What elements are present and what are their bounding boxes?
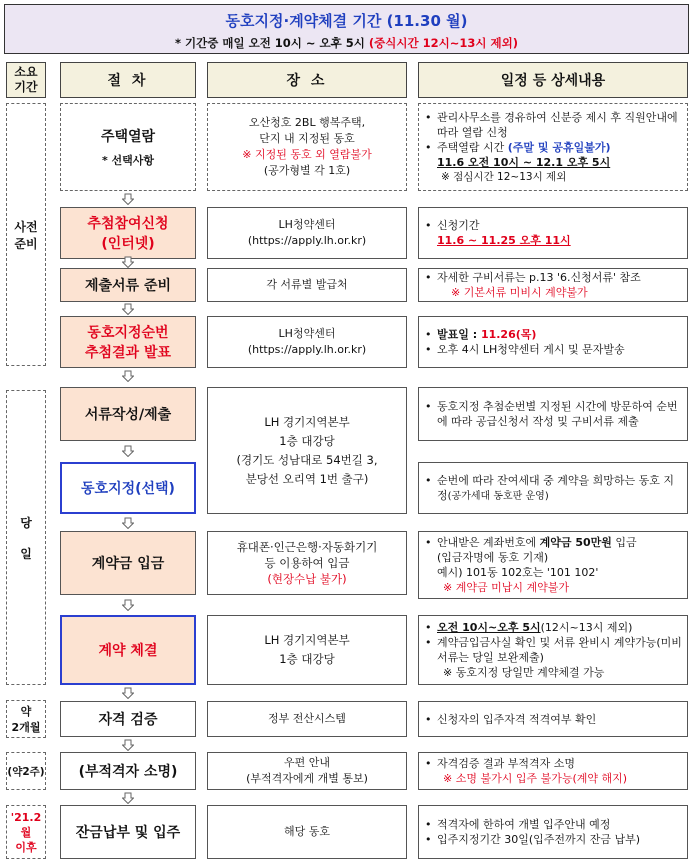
- page-title: 동호지정·계약체결 기간 (11.30 월): [225, 12, 468, 30]
- down-arrow-icon: [122, 517, 134, 529]
- period-pre: 사전 준비: [6, 103, 46, 366]
- place-lottery-result: LH청약센터 (https://apply.lh.or.kr): [207, 316, 407, 368]
- step-ineligible-appeal: (부적격자 소명): [60, 752, 196, 790]
- detail-eligibility-check: • 신청자의 입주자격 적격여부 확인: [418, 701, 688, 737]
- step-lottery-application: 추첨참여신청 (인터넷): [60, 207, 196, 259]
- period-day: 당 일: [6, 390, 46, 685]
- period-two-weeks: (약2주): [6, 752, 46, 790]
- place-balance-movein: 해당 동호: [207, 805, 407, 859]
- place-eligibility-check: 정부 전산시스템: [207, 701, 407, 737]
- step-contract-signing: 계약 체결: [60, 615, 196, 685]
- down-arrow-icon: [122, 193, 134, 205]
- page-subtitle: * 기간중 매일 오전 10시 ~ 오후 5시 (중식시간 12시~13시 제외): [175, 36, 518, 50]
- down-arrow-icon: [122, 792, 134, 804]
- step-unit-selection: 동호지정(선택): [60, 462, 196, 514]
- detail-lottery-application: • 신청기간 11.6 ~ 11.25 오후 11시: [418, 207, 688, 259]
- detail-unit-selection: • 순번에 따라 잔여세대 중 계약을 희망하는 동호 지정(공가세대 동호판 운영): [418, 462, 688, 514]
- place-deposit-payment: 휴대폰·인근은행·자동화기기 등 이용하여 입금 (현장수납 불가): [207, 531, 407, 595]
- step-document-submission: 서류작성/제출: [60, 387, 196, 441]
- period-after: '21.2 월 이후: [6, 805, 46, 859]
- step-house-viewing: 주택열람 * 선택사항: [60, 103, 196, 191]
- down-arrow-icon: [122, 445, 134, 457]
- place-prepare-documents: 각 서류별 발급처: [207, 268, 407, 302]
- detail-prepare-documents: • 자세한 구비서류는 p.13 '6.신청서류' 참조 ※ 기본서류 미비시 계약불가: [418, 268, 688, 302]
- step-eligibility-check: 자격 검증: [60, 701, 196, 737]
- down-arrow-icon: [122, 256, 134, 268]
- step-lottery-result: 동호지정순번 추첨결과 발표: [60, 316, 196, 368]
- detail-contract-signing: • 오전 10시~오후 5시(12시~13시 제외) • 계약금입금사실 확인 및 서류 완비시 계약가능(미비서류는 당일 보완제출) ※ 동호지정 당일만 계약체결 가능: [418, 615, 688, 685]
- detail-house-viewing: • 관리사무소를 경유하여 신분증 제시 후 직원안내에 따라 열람 신청 • 주택열람 시간 (주말 및 공휴일불가) 11.6 오전 10시 ~ 12.1 오후 5시 ※ 점심시간 12~13시 제외: [418, 103, 688, 191]
- detail-document-submission: • 동호지정 추첨순번별 지정된 시간에 방문하여 순번에 따라 공급신청서 작성 및 구비서류 제출: [418, 387, 688, 441]
- detail-lottery-result: • 발표일 : 11.26(목) • 오후 4시 LH청약센터 게시 및 문자발송: [418, 316, 688, 368]
- place-contract-signing: LH 경기지역본부 1층 대강당: [207, 615, 407, 685]
- down-arrow-icon: [122, 303, 134, 315]
- header-step: 절 차: [60, 62, 196, 98]
- place-lh-gyeonggi-hall: LH 경기지역본부 1층 대강당 (경기도 성남대로 54번길 3, 분당선 오리역 1번 출구): [207, 387, 407, 514]
- page-banner: [4, 4, 689, 54]
- detail-ineligible-appeal: • 자격검증 결과 부적격자 소명 ※ 소명 불가시 입주 불가능(계약 해지): [418, 752, 688, 790]
- detail-balance-movein: • 적격자에 한하여 개별 입주안내 예정 • 입주지정기간 30일(입주전까지 잔금 납부): [418, 805, 688, 859]
- down-arrow-icon: [122, 739, 134, 751]
- place-house-viewing: 오산청호 2BL 행복주택, 단지 내 지정된 동호 ※ 지정된 동호 외 열람불가 (공가형별 각 1호): [207, 103, 407, 191]
- period-two-months: 약 2개월: [6, 700, 46, 738]
- step-deposit-payment: 계약금 입금: [60, 531, 196, 595]
- down-arrow-icon: [122, 687, 134, 699]
- detail-deposit-payment: • 안내받은 계좌번호에 계약금 50만원 입금 (입금자명에 동호 기재) 예시) 101동 102호는 '101 102' ※ 계약금 미납시 계약불가: [418, 531, 688, 599]
- header-place: 장 소: [207, 62, 407, 98]
- place-lottery-application: LH청약센터 (https://apply.lh.or.kr): [207, 207, 407, 259]
- step-prepare-documents: 제출서류 준비: [60, 268, 196, 302]
- header-period: 소요 기간: [6, 62, 46, 98]
- step-balance-movein: 잔금납부 및 입주: [60, 805, 196, 859]
- down-arrow-icon: [122, 599, 134, 611]
- down-arrow-icon: [122, 370, 134, 382]
- place-ineligible-appeal: 우편 안내 (부적격자에게 개별 통보): [207, 752, 407, 790]
- header-detail: 일정 등 상세내용: [418, 62, 688, 98]
